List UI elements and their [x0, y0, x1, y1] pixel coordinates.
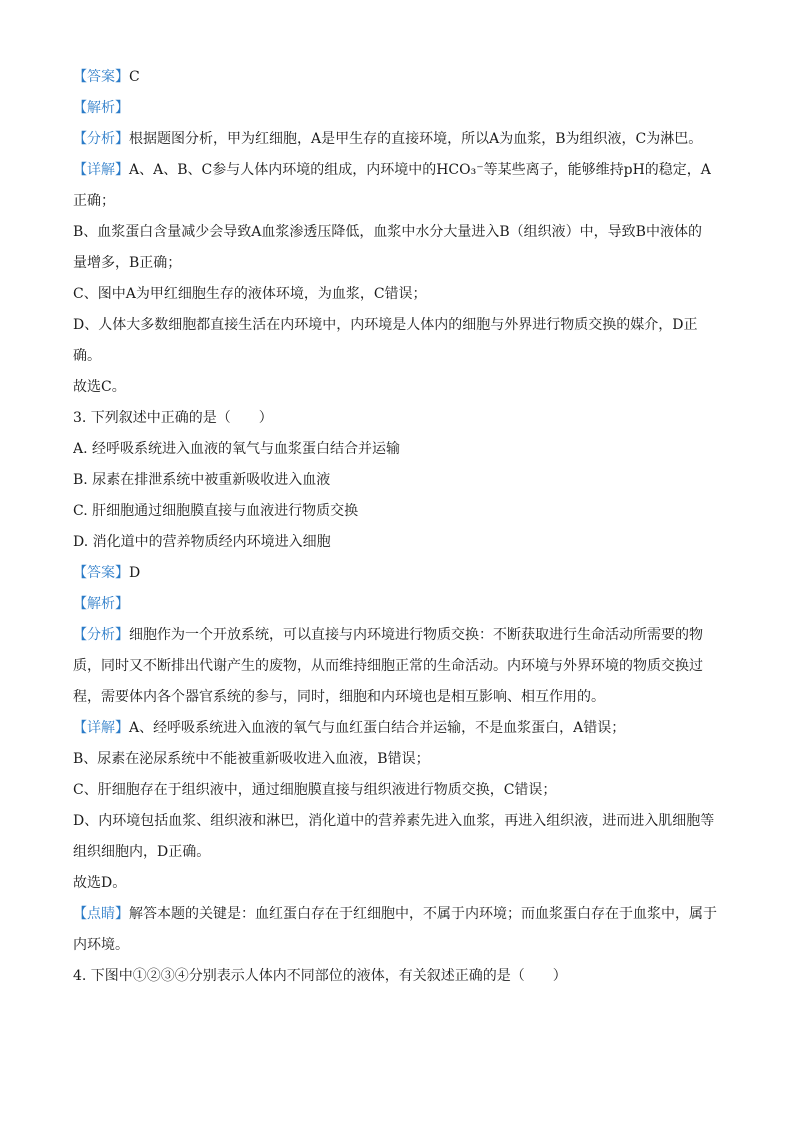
line-text: C. 肝细胞通过细胞膜直接与血液进行物质交换 — [73, 503, 359, 519]
section-tag: 【分析】 — [73, 131, 129, 147]
text-line — [73, 651, 723, 682]
line-text: A、A、B、C参与人体内环境的组成，内环境中的HCO₃⁻等某些离子，能够维持pH的稳定，A — [129, 162, 711, 178]
text-line — [73, 868, 723, 899]
line-text: C、图中A为甲红细胞生存的液体环境，为血浆，C错误； — [73, 286, 427, 302]
text-line — [73, 589, 723, 620]
line-text: C — [129, 69, 140, 85]
text-line — [73, 806, 723, 837]
document-page — [73, 62, 723, 992]
text-line — [73, 93, 723, 124]
text-line — [73, 899, 723, 930]
line-text: 3. 下列叙述中正确的是（ ） — [73, 410, 273, 426]
text-line — [73, 527, 723, 558]
text-line — [73, 248, 723, 279]
text-line — [73, 837, 723, 868]
line-text: 4. 下图中①②③④分别表示人体内不同部位的液体，有关叙述正确的是（ ） — [73, 968, 567, 984]
text-line — [73, 682, 723, 713]
line-text: 确。 — [73, 348, 101, 364]
text-line — [73, 930, 723, 961]
line-text: A、经呼吸系统进入血液的氧气与血红蛋白结合并运输，不是血浆蛋白，A错误； — [129, 720, 626, 736]
text-line — [73, 713, 723, 744]
line-text: D、人体大多数细胞都直接生活在内环境中，内环境是人体内的细胞与外界进行物质交换的媒介，D正 — [73, 317, 698, 333]
line-text: B. 尿素在排泄系统中被重新吸收进入血液 — [73, 472, 331, 488]
text-line — [73, 124, 723, 155]
section-tag: 【答案】 — [73, 69, 129, 85]
line-text: D — [129, 565, 141, 581]
text-line — [73, 403, 723, 434]
line-text: C、肝细胞存在于组织液中，通过细胞膜直接与组织液进行物质交换，C错误； — [73, 782, 557, 798]
line-text: 量增多，B正确； — [73, 255, 182, 271]
section-tag: 【详解】 — [73, 720, 129, 736]
text-line — [73, 155, 723, 186]
line-text: 程，需要体内各个器官系统的参与，同时，细胞和内环境也是相互影响、相互作用的。 — [73, 689, 605, 705]
section-tag: 【答案】 — [73, 565, 129, 581]
text-line — [73, 496, 723, 527]
text-line — [73, 744, 723, 775]
line-text: 故选D。 — [73, 875, 127, 891]
section-tag: 【解析】 — [73, 100, 129, 116]
line-text: 根据题图分析，甲为红细胞，A是甲生存的直接环境，所以A为血浆，B为组织液，C为淋巴。 — [129, 131, 703, 147]
line-text: 解答本题的关键是：血红蛋白存在于红细胞中，不属于内环境；而血浆蛋白存在于血浆中，属于 — [129, 906, 717, 922]
line-text: 组织细胞内，D正确。 — [73, 844, 211, 860]
section-tag: 【分析】 — [73, 627, 129, 643]
line-text: D. 消化道中的营养物质经内环境进入细胞 — [73, 534, 331, 550]
text-line — [73, 217, 723, 248]
section-tag: 【详解】 — [73, 162, 129, 178]
text-line — [73, 465, 723, 496]
text-line — [73, 279, 723, 310]
line-text: 故选C。 — [73, 379, 126, 395]
line-text: 质，同时又不断排出代谢产生的废物，从而维持细胞正常的生命活动。内环境与外界环境的物质交换过 — [73, 658, 703, 674]
text-line — [73, 341, 723, 372]
text-line — [73, 961, 723, 992]
text-line — [73, 310, 723, 341]
text-line — [73, 620, 723, 651]
text-line — [73, 558, 723, 589]
line-text: D、内环境包括血浆、组织液和淋巴，消化道中的营养素先进入血浆，再进入组织液，进而进入肌细胞等 — [73, 813, 715, 829]
text-line — [73, 62, 723, 93]
section-tag: 【解析】 — [73, 596, 129, 612]
text-line — [73, 434, 723, 465]
line-text: A. 经呼吸系统进入血液的氧气与血浆蛋白结合并运输 — [73, 441, 401, 457]
line-text: B、血浆蛋白含量减少会导致A血浆渗透压降低，血浆中水分大量进入B（组织液）中，导致B中液体的 — [73, 224, 702, 240]
text-line — [73, 775, 723, 806]
text-line — [73, 372, 723, 403]
text-line — [73, 186, 723, 217]
line-text: 细胞作为一个开放系统，可以直接与内环境进行物质交换：不断获取进行生命活动所需要的物 — [129, 627, 703, 643]
line-text: 内环境。 — [73, 937, 129, 953]
line-text: 正确； — [73, 193, 115, 209]
line-text: B、尿素在泌尿系统中不能被重新吸收进入血液，B错误； — [73, 751, 430, 767]
section-tag: 【点睛】 — [73, 906, 129, 922]
